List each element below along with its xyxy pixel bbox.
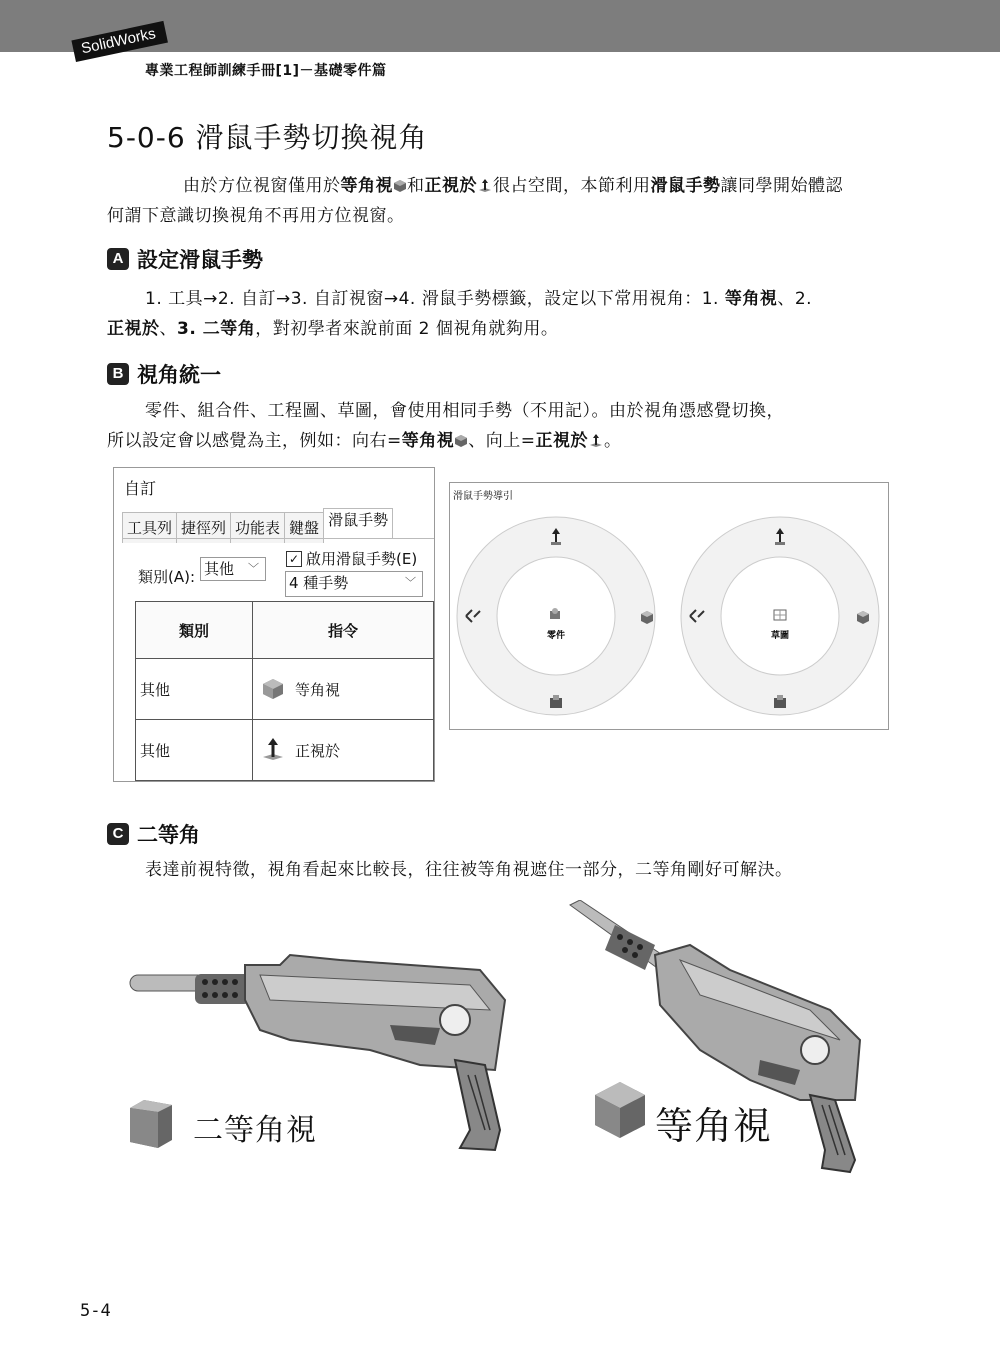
normal-to-icon [477,178,493,194]
guide-title: 滑鼠手勢導引 [453,491,513,502]
gesture-wheel-part [457,517,655,715]
section-c-heading: C 二等角 [107,819,200,849]
brand-label: SolidWorks [71,21,167,62]
tab-menus[interactable]: 功能表 [230,512,285,543]
enable-gestures-checkbox[interactable]: ✓ 啟用滑鼠手勢(E) [286,548,417,569]
section-a-paragraph: 1. 工具→2. 自訂→3. 自訂視窗→4. 滑鼠手勢標籤，設定以下常用視角：1. 等角視、2. 正視於、3. 二等角，對初學者來說前面 2 個視角就夠用。 [107,289,813,339]
column-header-command: 指令 [253,602,434,659]
row-command: 正視於 [295,741,341,760]
chevron-down-icon: ﹀ [405,576,416,589]
gesture-wheels [450,483,888,729]
category-label: 類別(A): [138,568,196,586]
table-row[interactable] [136,659,434,720]
column-header-category: 類別 [136,602,253,659]
dimetric-caption: 二等角視 [193,1113,317,1148]
section-a-badge: A [107,248,129,270]
normal-to-icon [261,737,285,763]
tab-mouse-gestures[interactable]: 滑鼠手勢 [323,508,393,539]
gesture-count-select[interactable]: 4 種手勢 ﹀ [285,571,423,597]
section-c-paragraph: 表達前視特徵，視角看起來比較長，往往被等角視遮住一部分，二等角剛好可解決。 [145,860,793,880]
tab-toolbars[interactable]: 工具列 [122,512,177,543]
table-row[interactable] [136,720,434,781]
isometric-caption: 等角視 [655,1104,773,1148]
dimetric-icon [130,1100,172,1148]
section-b-paragraph: 零件、組合件、工程圖、草圖，會使用相同手勢（不用記）。由於視角憑感覺切換， 所以設定會以感覺為主，例如：向右=等角視 、向上=正視於 。 [107,401,784,451]
section-b-heading: B 視角統一 [107,359,221,389]
section-title: 5-0-6 滑鼠手勢切換視角 [107,121,428,154]
page-number: 5-4 [80,1301,111,1321]
normal-to-icon [588,433,604,449]
row-command: 等角視 [295,680,341,699]
isometric-icon [595,1082,645,1138]
book-title: 專業工程師訓練手冊[1]－基礎零件篇 [145,63,387,79]
isometric-icon [454,434,468,448]
gesture-wheel-sketch [681,517,879,715]
isometric-icon [261,677,285,701]
section-b-badge: B [107,363,129,385]
dialog-title: 自訂 [124,479,157,498]
tab-shortcut-bars[interactable]: 捷徑列 [176,512,231,543]
intro-paragraph: 由於方位視窗僅用於等角視 和正視於 很占空間，本節利用滑鼠手勢讓同學開始體認 何謂下意識切換視角不再用方位視窗。 [107,176,843,226]
row-category: 其他 [136,720,253,781]
isometric-icon [393,179,407,193]
category-select[interactable]: 其他 ﹀ [200,557,266,581]
gesture-guide [449,482,889,730]
tab-divider [122,538,434,539]
check-icon: ✓ [286,551,302,567]
gesture-table [135,601,434,781]
section-c-badge: C [107,823,129,845]
tab-keyboard[interactable]: 鍵盤 [284,512,324,543]
gun-dimetric-render [130,955,505,1150]
section-a-heading: A 設定滑鼠手勢 [107,244,263,274]
wheel-center-label: 零件 [546,631,566,641]
customize-dialog [113,467,435,782]
row-category: 其他 [136,659,253,720]
wheel-center-label: 草圖 [770,631,790,641]
chevron-down-icon: ﹀ [248,562,259,575]
